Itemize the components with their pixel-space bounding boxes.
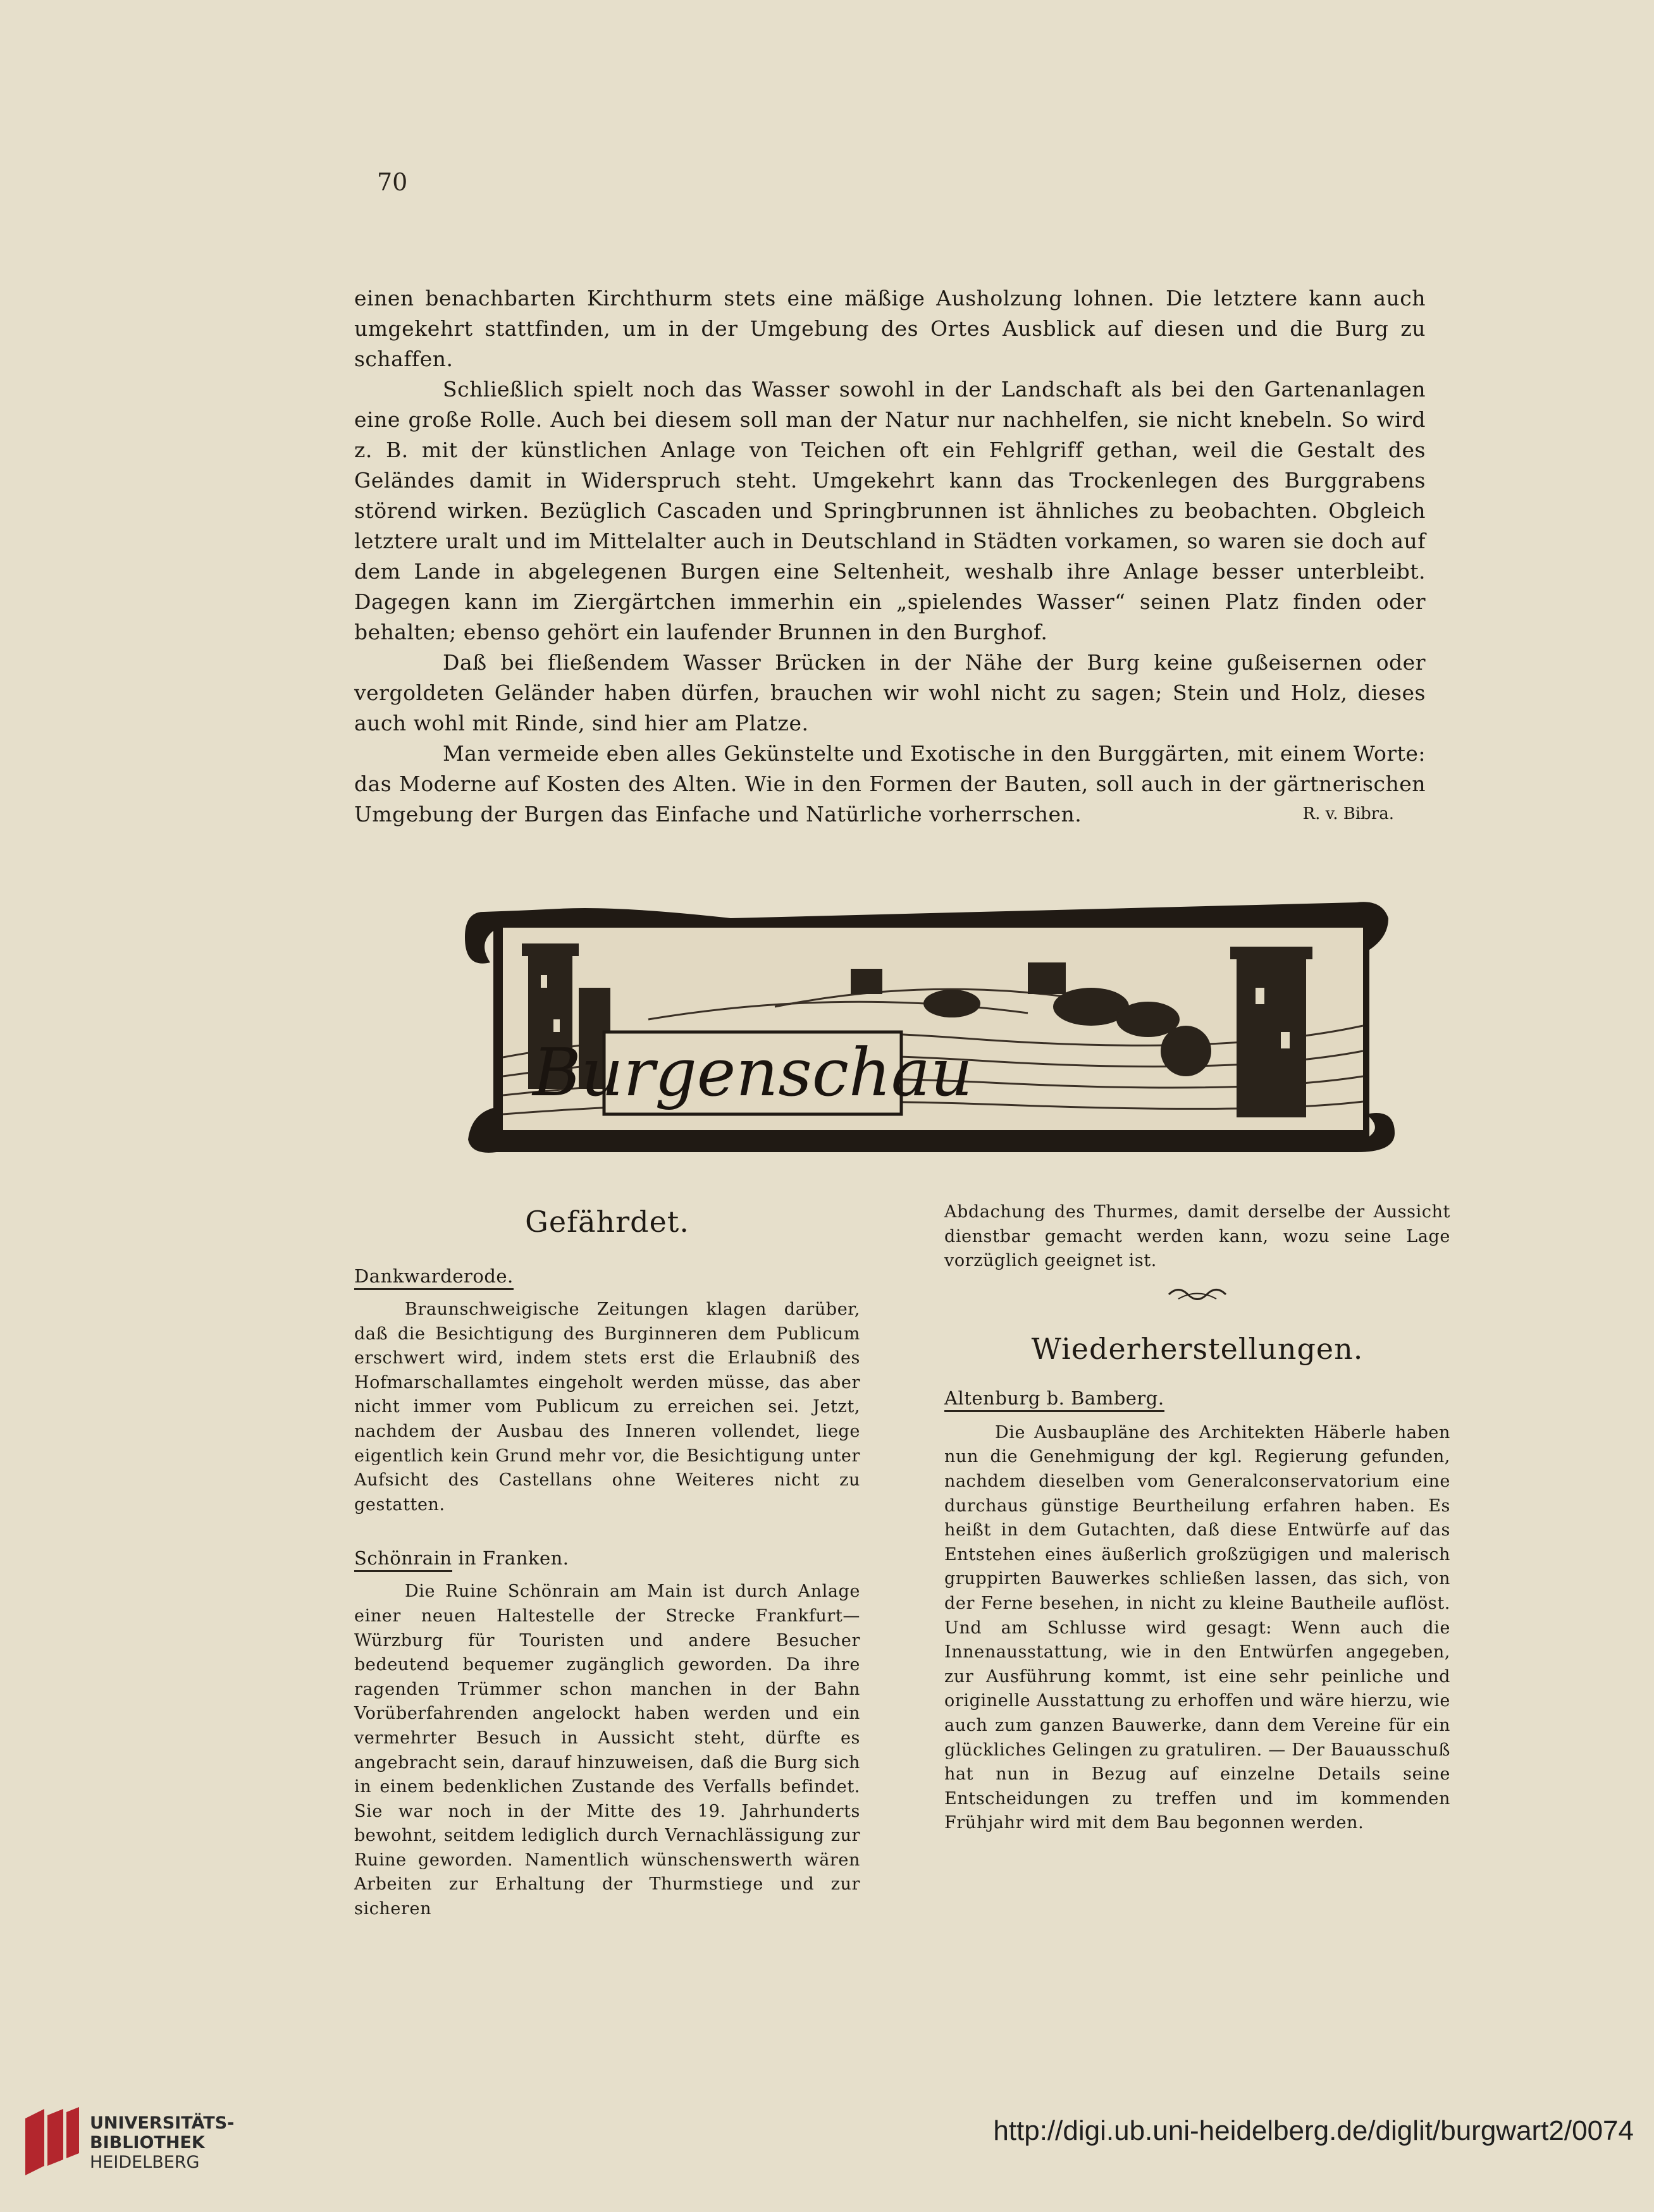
burgenschau-banner: [459, 893, 1401, 1158]
section-heading-gefaehrdet: Gefährdet.: [525, 1205, 689, 1239]
intro-paragraph-4: Man vermeide eben alles Gekünstelte und Exotische in den Burggärten, mit einem Worte: das Moderne auf Kosten des Alten. Wie in den Formen der Bauten, soll auch in der gärtnerischen Umgebung der Burgen das Einfache und Natürliche vorherrschen.: [354, 741, 1426, 826]
library-logo-icon: [19, 2106, 82, 2175]
entry-subtitle-schoenrain: in Franken.: [452, 1547, 569, 1570]
entry-text-dankwarderode: Braunschweigische Zeitungen klagen darüber, daß die Besichtigung des Burginneren dem Publicum erschwert wird, indem stets erst die Erlaubniß des Hofmarschallamtes eingeholt werden müsse, das aber nicht immer vom Publicum zu erreichen sei. Jetzt, nachdem der Ausbau des Inneren vollendet, liege eigentlich kein Grund mehr vor, die Besichtigung unter Aufsicht des Castellans ohne Weiteres nicht zu gestatten.: [354, 1300, 860, 1515]
library-name: [90, 2113, 234, 2172]
continuation-text: Abdachung des Thurmes, damit derselbe der Aussicht dienstbar gemacht werden kann, wozu seine Lage vorzüglich geeignet ist.: [944, 1202, 1450, 1271]
intro-paragraph-2: Schließlich spielt noch das Wasser sowohl in der Landschaft als bei den Gartenanlagen eine große Rolle. Auch bei diesem soll man der Natur nur nachhelfen, sie nicht knebeln. So wird z. B. mit der künstlichen Anlage von Teichen oft ein Fehlgriff gethan, weil die Gestalt des Geländes damit in Widerspruch steht. Umgekehrt kann das Trockenlegen des Burggrabens störend wirken. Bezüglich Cascaden und Springbrunnen ist ähnliches zu beobachten. Obgleich letztere uralt und im Mittelalter auch in Deutschland in Städten vorkamen, so waren sie doch auf dem Lande in abgelegenen Burgen eine Seltenheit, weshalb ihre Anlage besser unterbleibt. Dagegen kann im Ziergärtchen immerhin ein „spielendes Wasser“ seinen Platz finden oder behalten; ebenso gehört ein laufender Brunnen in den Burghof.: [354, 377, 1426, 644]
section-heading-wiederherstellungen: Wiederherstellungen.: [1031, 1331, 1364, 1366]
intro-text: [354, 283, 1426, 836]
source-url[interactable]: http://digi.ub.uni-heidelberg.de/diglit/burgwart2/0074: [993, 2115, 1634, 2146]
library-name-line2: BIBLIOTHEK: [90, 2133, 205, 2153]
banner-title: Burgenschau: [533, 1034, 973, 1111]
entry-title-schoenrain: Schönrain: [354, 1547, 452, 1572]
right-column: [944, 1200, 1450, 1836]
library-name-line3: HEIDELBERG: [90, 2153, 200, 2172]
entry-title-dankwarderode: Dankwarderode.: [354, 1265, 514, 1290]
ornament-divider: [944, 1285, 1450, 1306]
intro-paragraph-1: einen benachbarten Kirchthurm stets eine mäßige Ausholzung lohnen. Die letztere kann auch umgekehrt stattfinden, um in der Umgebung des Ortes Ausblick auf diesen und die Burg zu schaffen.: [354, 286, 1426, 371]
ornament-swash-icon: [1166, 1285, 1229, 1304]
entry-text-altenburg: Die Ausbaupläne des Architekten Häberle haben nun die Genehmigung der kgl. Regierung gefunden, nachdem dieselben vom Generalconservatorium eine durchaus günstige Beurtheilung erfahren haben. Es heißt in dem Gutachten, daß diese Entwürfe auf das Entstehen eines äußerlich großzügigen und malerisch gruppirten Bauwerkes schließen lassen, das sich, von der Ferne besehen, in nicht zu kleine Bautheile auflöst. Und am Schlusse wird gesagt: Wenn auch die Innenausstattung, wie in den Entwürfen angegeben, zur Ausführung kommt, ist eine sehr peinliche und originelle Ausstattung zu erhoffen und wäre hierzu, wie auch zum ganzen Bauwerke, dann dem Vereine für ein glückliches Gelingen zu gratuliren. — Der Bauausschuß hat nun in Bezug auf einzelne Details seine Entscheidungen zu treffen und im kommenden Frühjahr wird mit dem Bau begonnen werden.: [944, 1422, 1450, 1833]
library-name-line1: UNIVERSITÄTS-: [90, 2113, 235, 2133]
page-number: 70: [377, 168, 408, 196]
author-signature: R. v. Bibra.: [1302, 804, 1394, 823]
entry-text-schoenrain: Die Ruine Schönrain am Main ist durch Anlage einer neuen Haltestelle der Strecke Frankfurt—Würzburg für Touristen und andere Besucher bedeutend bequemer zugänglich geworden. Da ihre ragenden Trümmer schon manchen in der Bahn Vorüberfahrenden angelockt haben werden und ein vermehrter Besuch in Aussicht steht, dürfte es angebracht sein, darauf hinzuweisen, daß die Burg sich in einem bedenklichen Zustande des Verfalls befindet. Sie war noch in der Mitte des 19. Jahrhunderts bewohnt, seitdem lediglich durch Vernachlässigung zur Ruine geworden. Namentlich wünschenswerth wären Arbeiten zur Erhaltung der Thurmstiege und zur sicheren: [354, 1582, 860, 1919]
library-logo: [19, 2106, 247, 2182]
intro-paragraph-3: Daß bei fließendem Wasser Brücken in der Nähe der Burg keine gußeisernen oder vergoldeten Geländer haben dürfen, brauchen wir wohl nicht zu sagen; Stein und Holz, dieses auch wohl mit Rinde, sind hier am Platze.: [354, 650, 1426, 735]
entry-title-altenburg: Altenburg b. Bamberg.: [944, 1387, 1164, 1412]
banner-illustration: [459, 893, 1401, 1158]
left-column: [354, 1205, 860, 1922]
